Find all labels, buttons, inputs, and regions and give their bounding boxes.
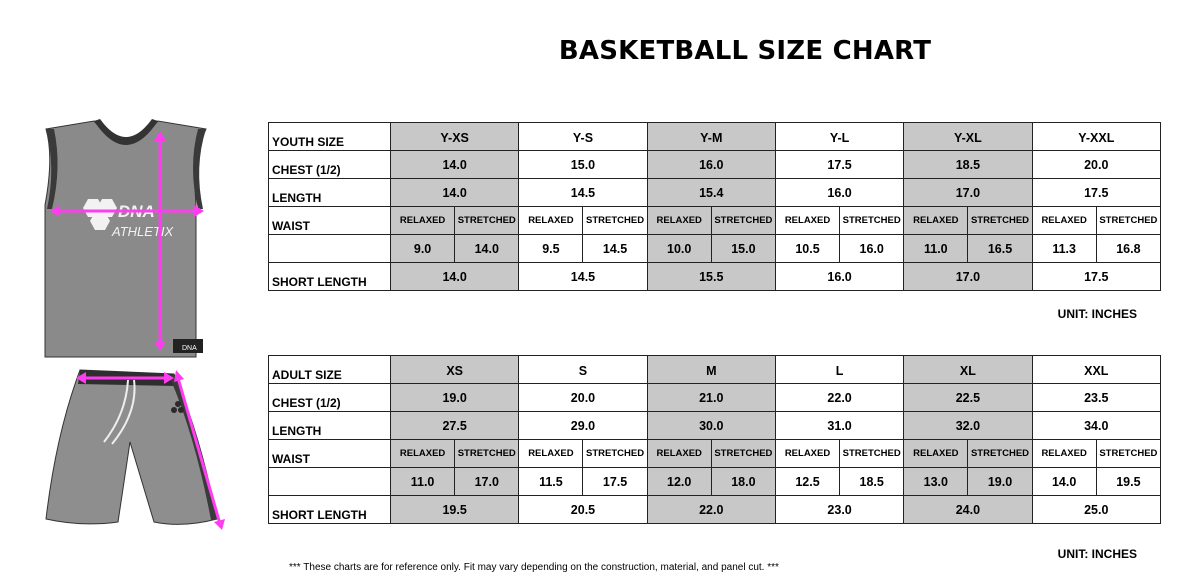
table-row — [269, 263, 1161, 291]
table-cell: 16.5 — [968, 235, 1032, 263]
table-cell: 15.0 — [519, 151, 647, 179]
table-row — [269, 468, 1161, 496]
stretched-label: STRETCHED — [711, 207, 775, 235]
table-cell: 14.0 — [455, 235, 519, 263]
table-cell: 10.0 — [647, 235, 711, 263]
size-header: Y-XS — [391, 123, 519, 151]
row-label-waist: WAIST — [269, 440, 391, 468]
table-cell: 17.0 — [904, 179, 1032, 207]
table-cell: 14.0 — [1032, 468, 1096, 496]
stretched-label: STRETCHED — [711, 440, 775, 468]
table-cell: 20.5 — [519, 496, 647, 524]
table-row — [269, 440, 1161, 468]
table-cell: 18.5 — [840, 468, 904, 496]
table-cell: 31.0 — [775, 412, 903, 440]
youth-size-table — [268, 122, 1161, 291]
table-cell: 22.0 — [647, 496, 775, 524]
shorts-illustration — [42, 364, 228, 532]
jersey-logo-text: DNA — [118, 202, 155, 221]
table-cell: 14.5 — [519, 263, 647, 291]
table-row — [269, 412, 1161, 440]
stretched-label: STRETCHED — [1096, 440, 1160, 468]
stretched-label: STRETCHED — [840, 440, 904, 468]
size-header: Y-L — [775, 123, 903, 151]
table-cell: 16.0 — [647, 151, 775, 179]
size-header: XS — [391, 356, 519, 384]
table-cell: 29.0 — [519, 412, 647, 440]
table-cell: 11.0 — [391, 468, 455, 496]
table-cell: 13.0 — [904, 468, 968, 496]
stretched-label: STRETCHED — [968, 440, 1032, 468]
size-header: Y-M — [647, 123, 775, 151]
table-cell: 30.0 — [647, 412, 775, 440]
relaxed-label: RELAXED — [775, 207, 839, 235]
table-cell: 15.5 — [647, 263, 775, 291]
size-header: XXL — [1032, 356, 1160, 384]
stretched-label: STRETCHED — [583, 440, 647, 468]
relaxed-label: RELAXED — [519, 207, 583, 235]
table-cell: 25.0 — [1032, 496, 1160, 524]
stretched-label: STRETCHED — [455, 207, 519, 235]
table-row — [269, 123, 1161, 151]
row-label-waist: WAIST — [269, 207, 391, 235]
relaxed-label: RELAXED — [647, 207, 711, 235]
row-label-chest: CHEST (1/2) — [269, 151, 391, 179]
size-header: XL — [904, 356, 1032, 384]
relaxed-label: RELAXED — [1032, 207, 1096, 235]
table-cell: 18.5 — [904, 151, 1032, 179]
row-label-short-length: SHORT LENGTH — [269, 496, 391, 524]
table-row — [269, 151, 1161, 179]
table-row — [269, 207, 1161, 235]
stretched-label: STRETCHED — [455, 440, 519, 468]
stretched-label: STRETCHED — [968, 207, 1032, 235]
table-cell: 32.0 — [904, 412, 1032, 440]
jersey-logo-subtext: ATHLETIX — [112, 224, 174, 239]
table-cell: 14.0 — [391, 179, 519, 207]
jersey-body — [45, 121, 206, 357]
table-cell: 20.0 — [519, 384, 647, 412]
table-cell: 17.0 — [904, 263, 1032, 291]
table-cell: 17.5 — [1032, 179, 1160, 207]
table-row — [269, 384, 1161, 412]
page-title: BASKETBALL SIZE CHART — [558, 36, 932, 66]
table-cell: 21.0 — [647, 384, 775, 412]
table-cell: 10.5 — [775, 235, 839, 263]
table-cell: 23.0 — [775, 496, 903, 524]
table-row — [269, 179, 1161, 207]
unit-label-adult: UNIT: INCHES — [1057, 547, 1137, 561]
table-cell: 16.0 — [775, 263, 903, 291]
relaxed-label: RELAXED — [647, 440, 711, 468]
table-row — [269, 356, 1161, 384]
row-label-length: LENGTH — [269, 412, 391, 440]
table-cell: 9.5 — [519, 235, 583, 263]
row-label-length: LENGTH — [269, 179, 391, 207]
table-cell: 11.5 — [519, 468, 583, 496]
table-row — [269, 235, 1161, 263]
size-header: Y-XXL — [1032, 123, 1160, 151]
relaxed-label: RELAXED — [1032, 440, 1096, 468]
size-header: S — [519, 356, 647, 384]
table-cell: 19.0 — [968, 468, 1032, 496]
jersey-tag-text: DNA — [182, 345, 197, 352]
table-cell: 34.0 — [1032, 412, 1160, 440]
table-cell: 23.5 — [1032, 384, 1160, 412]
table-cell: 14.5 — [519, 179, 647, 207]
table-cell: 11.0 — [904, 235, 968, 263]
relaxed-label: RELAXED — [904, 440, 968, 468]
table-cell: 19.0 — [391, 384, 519, 412]
table-cell: 12.0 — [647, 468, 711, 496]
size-header: M — [647, 356, 775, 384]
unit-label-youth: UNIT: INCHES — [1057, 307, 1137, 321]
table-cell: 17.5 — [583, 468, 647, 496]
table-cell: 9.0 — [391, 235, 455, 263]
table-cell: 16.0 — [840, 235, 904, 263]
table-cell: 22.5 — [904, 384, 1032, 412]
table-cell: 27.5 — [391, 412, 519, 440]
table-cell: 15.4 — [647, 179, 775, 207]
row-label-size: YOUTH SIZE — [269, 123, 391, 151]
relaxed-label: RELAXED — [904, 207, 968, 235]
adult-size-table — [268, 355, 1161, 524]
table-cell: 20.0 — [1032, 151, 1160, 179]
stretched-label: STRETCHED — [840, 207, 904, 235]
relaxed-label: RELAXED — [391, 440, 455, 468]
stretched-label: STRETCHED — [583, 207, 647, 235]
relaxed-label: RELAXED — [391, 207, 455, 235]
table-cell: 16.0 — [775, 179, 903, 207]
relaxed-label: RELAXED — [775, 440, 839, 468]
table-cell: 18.0 — [711, 468, 775, 496]
row-label-chest: CHEST (1/2) — [269, 384, 391, 412]
stretched-label: STRETCHED — [1096, 207, 1160, 235]
table-cell: 17.5 — [1032, 263, 1160, 291]
size-header: Y-XL — [904, 123, 1032, 151]
relaxed-label: RELAXED — [519, 440, 583, 468]
row-label-empty — [269, 468, 391, 496]
row-label-short-length: SHORT LENGTH — [269, 263, 391, 291]
table-cell: 15.0 — [711, 235, 775, 263]
table-row — [269, 496, 1161, 524]
size-header: Y-S — [519, 123, 647, 151]
table-cell: 14.0 — [391, 151, 519, 179]
table-cell: 24.0 — [904, 496, 1032, 524]
size-header: L — [775, 356, 903, 384]
table-cell: 14.0 — [391, 263, 519, 291]
row-label-size: ADULT SIZE — [269, 356, 391, 384]
table-cell: 22.0 — [775, 384, 903, 412]
table-cell: 12.5 — [775, 468, 839, 496]
footnote: *** These charts are for reference only. Fit may vary depending on the construction, material, and panel cut. *** — [289, 562, 779, 573]
table-cell: 11.3 — [1032, 235, 1096, 263]
table-cell: 19.5 — [1096, 468, 1160, 496]
table-cell: 19.5 — [391, 496, 519, 524]
table-cell: 17.5 — [775, 151, 903, 179]
table-cell: 14.5 — [583, 235, 647, 263]
table-cell: 17.0 — [455, 468, 519, 496]
jersey-illustration — [42, 117, 212, 359]
table-cell: 16.8 — [1096, 235, 1160, 263]
row-label-empty — [269, 235, 391, 263]
